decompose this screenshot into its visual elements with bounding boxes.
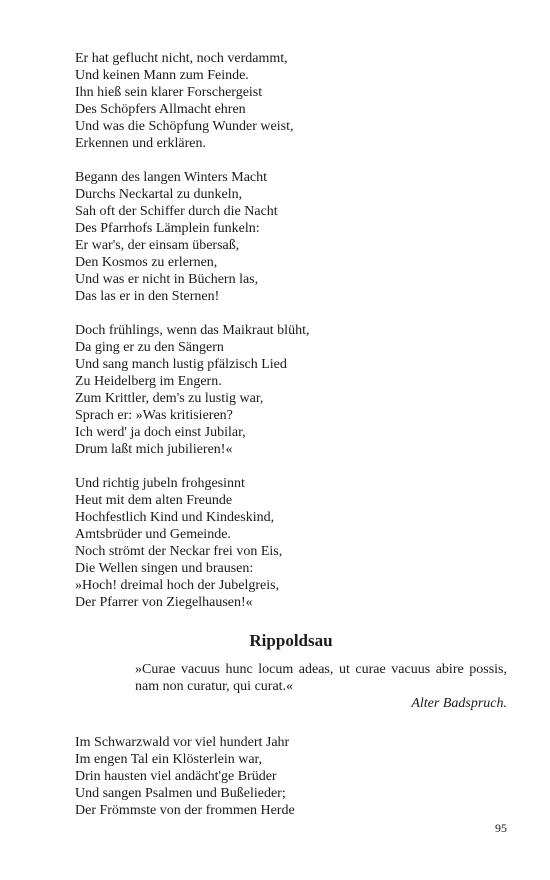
verse-line: Erkennen und erklären. xyxy=(75,136,206,151)
verse-line: Und was er nicht in Büchern las, xyxy=(75,272,259,287)
page-number: 95 xyxy=(495,821,507,835)
verse-line: Zum Krittler, dem's zu lustig war, xyxy=(75,391,264,406)
verse-line: Noch strömt der Neckar frei von Eis, xyxy=(75,544,283,559)
verse-line: Im engen Tal ein Klösterlein war, xyxy=(75,752,263,767)
stanza xyxy=(75,322,507,458)
stanza xyxy=(75,169,507,305)
verse-line: Das las er in den Sternen! xyxy=(75,289,220,304)
verse-line: Des Schöpfers Allmacht ehren xyxy=(75,102,246,117)
poem-title: Rippoldsau xyxy=(249,631,333,650)
verse-line: Er war's, der einsam übersaß, xyxy=(75,238,240,253)
verse-line: Des Pfarrhofs Lämplein funkeln: xyxy=(75,221,260,236)
stanza xyxy=(75,475,507,611)
verse-line: Und sangen Psalmen und Bußelieder; xyxy=(75,786,286,801)
verse-line: Im Schwarzwald vor viel hundert Jahr xyxy=(75,735,290,750)
epigraph-text: »Curae vacuus hunc locum adeas, ut curae vacuus abire possis, nam non curatur, qui curat.« xyxy=(135,662,507,694)
verse-line: Und was die Schöpfung Wunder weist, xyxy=(75,119,294,134)
verse-line: Drin hausten viel andächt'ge Brüder xyxy=(75,769,277,784)
verse-line: Den Kosmos zu erlernen, xyxy=(75,255,218,270)
verse-line: Er hat geflucht nicht, noch verdammt, xyxy=(75,51,288,66)
verse-line: Heut mit dem alten Freunde xyxy=(75,493,233,508)
verse-line: Ihn hieß sein klarer Forschergeist xyxy=(75,85,263,100)
verse-line: Begann des langen Winters Macht xyxy=(75,170,268,185)
verse-line: Der Pfarrer von Ziegelhausen!« xyxy=(75,595,253,610)
verse-line: Amtsbrüder und Gemeinde. xyxy=(75,527,231,542)
verse-line: »Hoch! dreimal hoch der Jubelgreis, xyxy=(75,578,280,593)
verse-line: Ich werd' ja doch einst Jubilar, xyxy=(75,425,246,440)
verse-line: Drum laßt mich jubilieren!« xyxy=(75,442,233,457)
verse-line: Sprach er: »Was kritisieren? xyxy=(75,408,233,423)
verse-line: Sah oft der Schiffer durch die Nacht xyxy=(75,204,278,219)
epigraph-source: Alter Badspruch. xyxy=(411,696,507,711)
epigraph xyxy=(135,661,507,712)
verse-line: Doch frühlings, wenn das Maikraut blüht, xyxy=(75,323,310,338)
poem-rippoldsau xyxy=(75,734,507,819)
verse-line: Hochfestlich Kind und Kindeskind, xyxy=(75,510,275,525)
stanza xyxy=(75,50,507,152)
page-body xyxy=(75,50,507,836)
verse-line: Und keinen Mann zum Feinde. xyxy=(75,68,249,83)
verse-line: Und sang manch lustig pfälzisch Lied xyxy=(75,357,287,372)
poem-continuation xyxy=(75,50,507,611)
verse-line: Die Wellen singen und brausen: xyxy=(75,561,254,576)
stanza xyxy=(75,734,507,819)
verse-line: Und richtig jubeln frohgesinnt xyxy=(75,476,245,491)
verse-line: Durchs Neckartal zu dunkeln, xyxy=(75,187,243,202)
verse-line: Zu Heidelberg im Engern. xyxy=(75,374,222,389)
verse-line: Da ging er zu den Sängern xyxy=(75,340,224,355)
verse-line: Der Frömmste von der frommen Herde xyxy=(75,803,295,818)
